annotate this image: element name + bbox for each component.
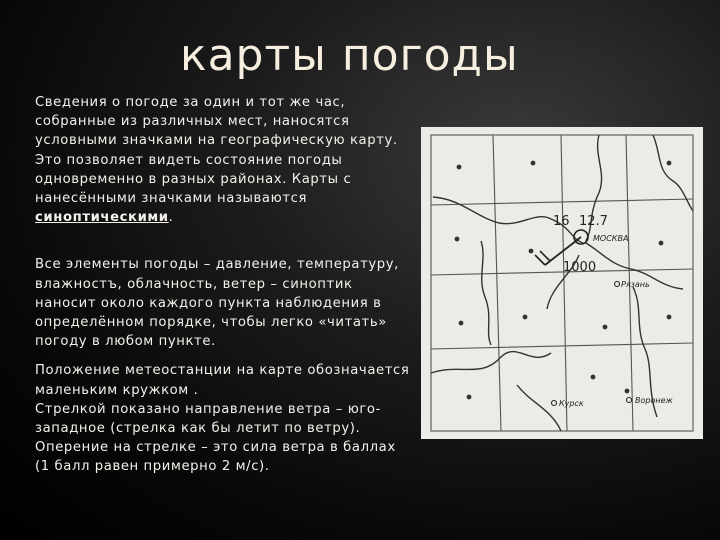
paragraph-weather-elements: Все элементы погоды – давление, температуру, влажностъ, облачность, ветер – синоптик наносит около каждого пункта наблюдения в определённом порядке, чтобы легко «читать» погоду в любом пункте. <box>35 257 399 350</box>
text-column <box>35 93 413 477</box>
paragraph-station-symbols <box>35 361 413 476</box>
paragraph3-line3: Оперение на стрелке – это сила ветра в баллах (1 балл равен примерно 2 м/с). <box>35 440 396 475</box>
paragraph1-text: Сведения о погоде за один и тот же час, собранные из различных мест, наносятся условными значками на географическую карту. Это позволяет видеть состояние погоды одновременно в разных районах. Карты с нанесёнными значками называются <box>35 95 398 207</box>
city-kursk: Курск <box>559 399 584 408</box>
city-voronezh: Воронеж <box>635 396 673 405</box>
paragraph3-line1: Положение метеостанции на карте обозначается маленьким кружком . <box>35 363 410 398</box>
city-markers <box>552 282 632 406</box>
paragraph1-end: . <box>168 210 174 226</box>
map-grid <box>431 135 693 431</box>
city-ryazan: Рязань <box>621 280 650 289</box>
synoptic-term: синоптическими <box>35 210 169 226</box>
map-pressure: 1000 <box>563 260 597 275</box>
map-value-right: 12.7 <box>579 214 608 229</box>
map-temperature: 16 <box>553 214 570 229</box>
synoptic-map-image <box>421 127 703 439</box>
paragraph-synoptic-maps <box>35 93 413 227</box>
city-moscow: МОСКВА <box>593 234 629 243</box>
slide-title: карты погоды <box>180 30 519 81</box>
paragraph3-line2: Стрелкой показано направление ветра – юго-западное (стрелка как бы летит по ветру). <box>35 401 381 437</box>
